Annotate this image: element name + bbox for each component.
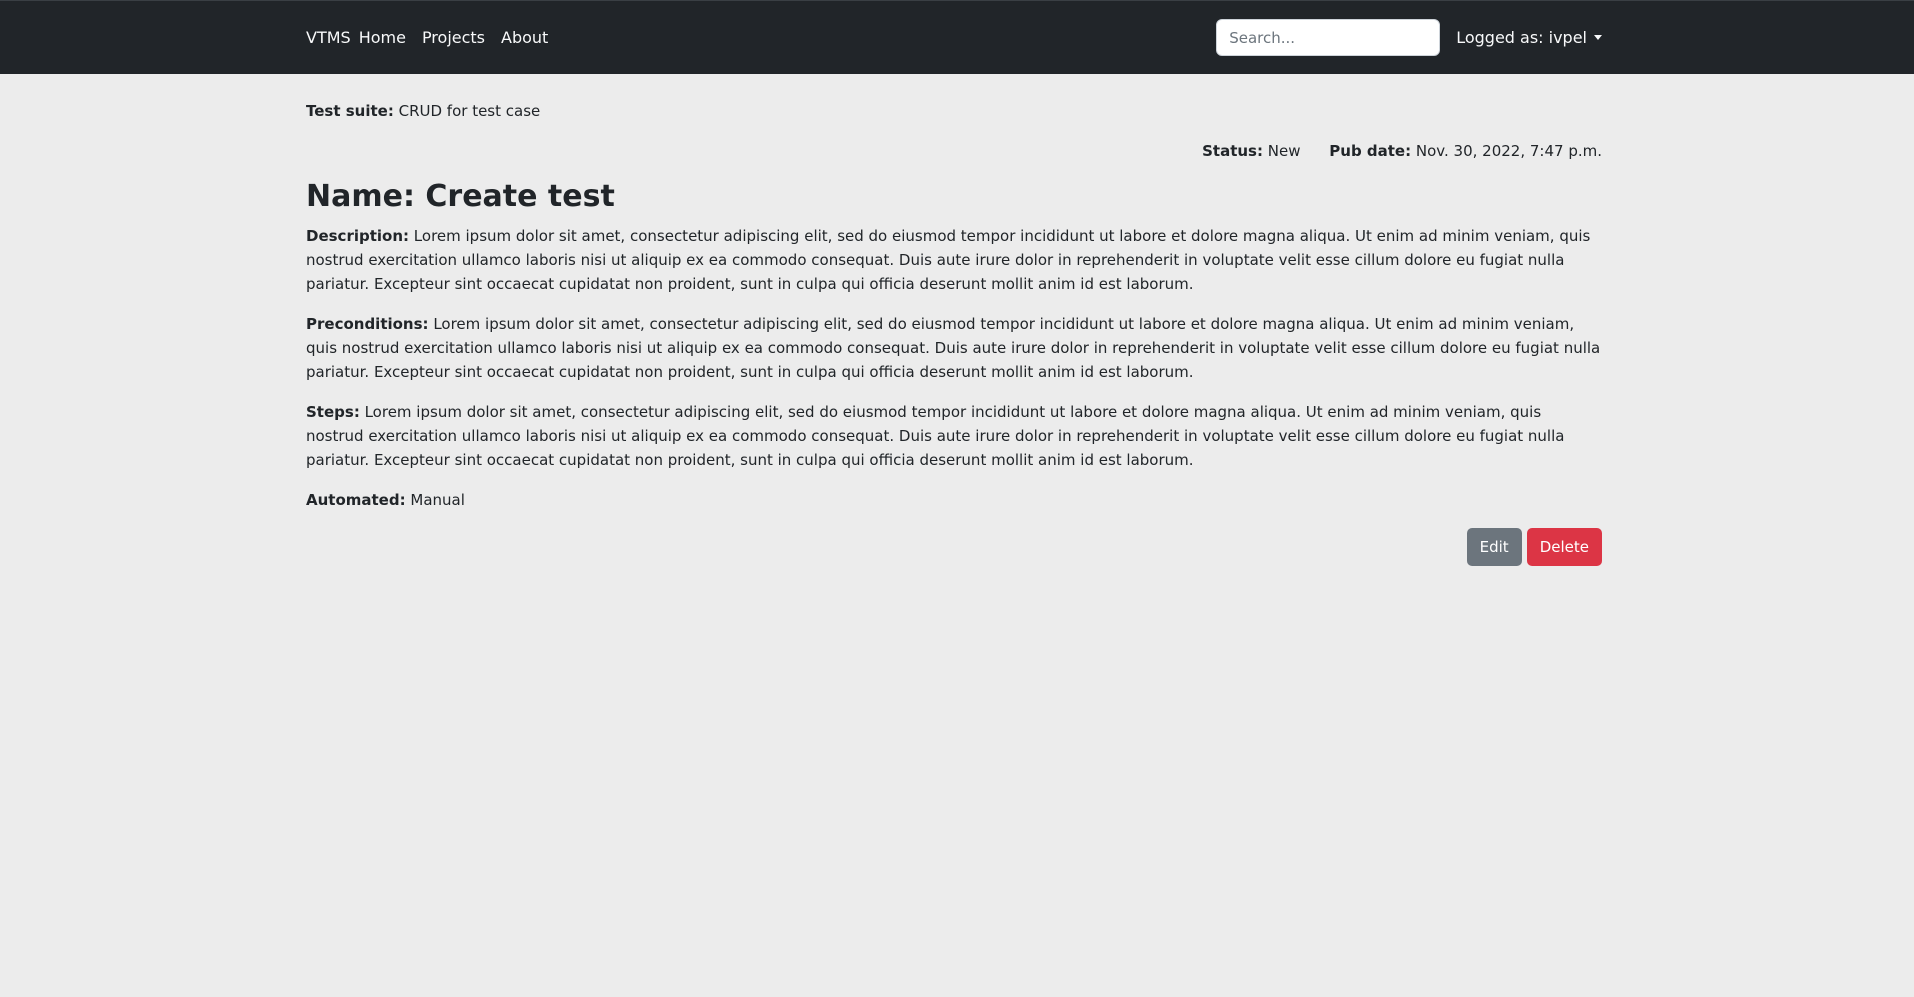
meta-line (306, 140, 1602, 162)
page-title: Name: Create test (306, 179, 615, 214)
pub-date-label: Pub date: (1329, 142, 1412, 160)
status-value: New (1267, 142, 1301, 160)
test-case-detail (306, 74, 1602, 566)
caret-down-icon (1594, 35, 1602, 40)
nav-link-home[interactable]: Home (358, 28, 406, 47)
description-label: Description: (306, 227, 410, 245)
action-buttons (306, 528, 1602, 566)
preconditions-text: Lorem ipsum dolor sit amet, consectetur adipiscing elit, sed do eiusmod tempor incididunt ut labore et dolore magna aliqua. Ut enim ad minim veniam, quis nostrud exercitation ullamco laboris nisi ut aliquip ex ea commodo consequat. Duis aute irure dolor in reprehenderit in voluptate velit esse cillum dolore eu fugiat nulla pariatur. Excepteur sint occaecat cupidatat non proident, sunt in culpa qui officia deserunt mollit anim id est laborum. (306, 315, 1601, 381)
description-paragraph (306, 224, 1602, 296)
nav-link-about[interactable]: About (501, 28, 549, 47)
pub-date-value: Nov. 30, 2022, 7:47 p.m. (1415, 142, 1602, 160)
description-text: Lorem ipsum dolor sit amet, consectetur adipiscing elit, sed do eiusmod tempor incididunt ut labore et dolore magna aliqua. Ut enim ad minim veniam, quis nostrud exercitation ullamco laboris nisi ut aliquip ex ea commodo consequat. Duis aute irure dolor in reprehenderit in voluptate velit esse cillum dolore eu fugiat nulla pariatur. Excepteur sint occaecat cupidatat non proident, sunt in culpa qui officia deserunt mollit anim id est laborum. (306, 227, 1591, 293)
status-label: Status: (1202, 142, 1263, 160)
automated-paragraph (306, 488, 1602, 512)
navbar-container (306, 1, 1602, 74)
test-suite-line (306, 100, 1602, 122)
test-suite-value: CRUD for test case (398, 102, 541, 120)
test-suite-label: Test suite: (306, 102, 394, 120)
steps-text: Lorem ipsum dolor sit amet, consectetur adipiscing elit, sed do eiusmod tempor incididunt ut labore et dolore magna aliqua. Ut enim ad minim veniam, quis nostrud exercitation ullamco laboris nisi ut aliquip ex ea commodo consequat. Duis aute irure dolor in reprehenderit in voluptate velit esse cillum dolore eu fugiat nulla pariatur. Excepteur sint occaecat cupidatat non proident, sunt in culpa qui officia deserunt mollit anim id est laborum. (306, 403, 1565, 469)
preconditions-paragraph (306, 312, 1602, 384)
edit-button[interactable]: Edit (1467, 528, 1522, 566)
steps-label: Steps: (306, 403, 360, 421)
nav-links (306, 28, 564, 47)
top-navbar (0, 0, 1914, 74)
status-field (1202, 140, 1300, 162)
automated-label: Automated: (306, 491, 406, 509)
pub-date-field (1329, 140, 1602, 162)
nav-link-projects[interactable]: Projects (421, 28, 486, 47)
steps-paragraph (306, 400, 1602, 472)
search-input[interactable] (1216, 19, 1440, 56)
user-menu-dropdown[interactable] (1456, 28, 1602, 47)
preconditions-label: Preconditions: (306, 315, 429, 333)
automated-value: Manual (410, 491, 465, 509)
user-menu-label: Logged as: ivpel (1456, 28, 1587, 47)
brand-link[interactable]: VTMS (306, 28, 351, 47)
delete-button[interactable]: Delete (1527, 528, 1602, 566)
